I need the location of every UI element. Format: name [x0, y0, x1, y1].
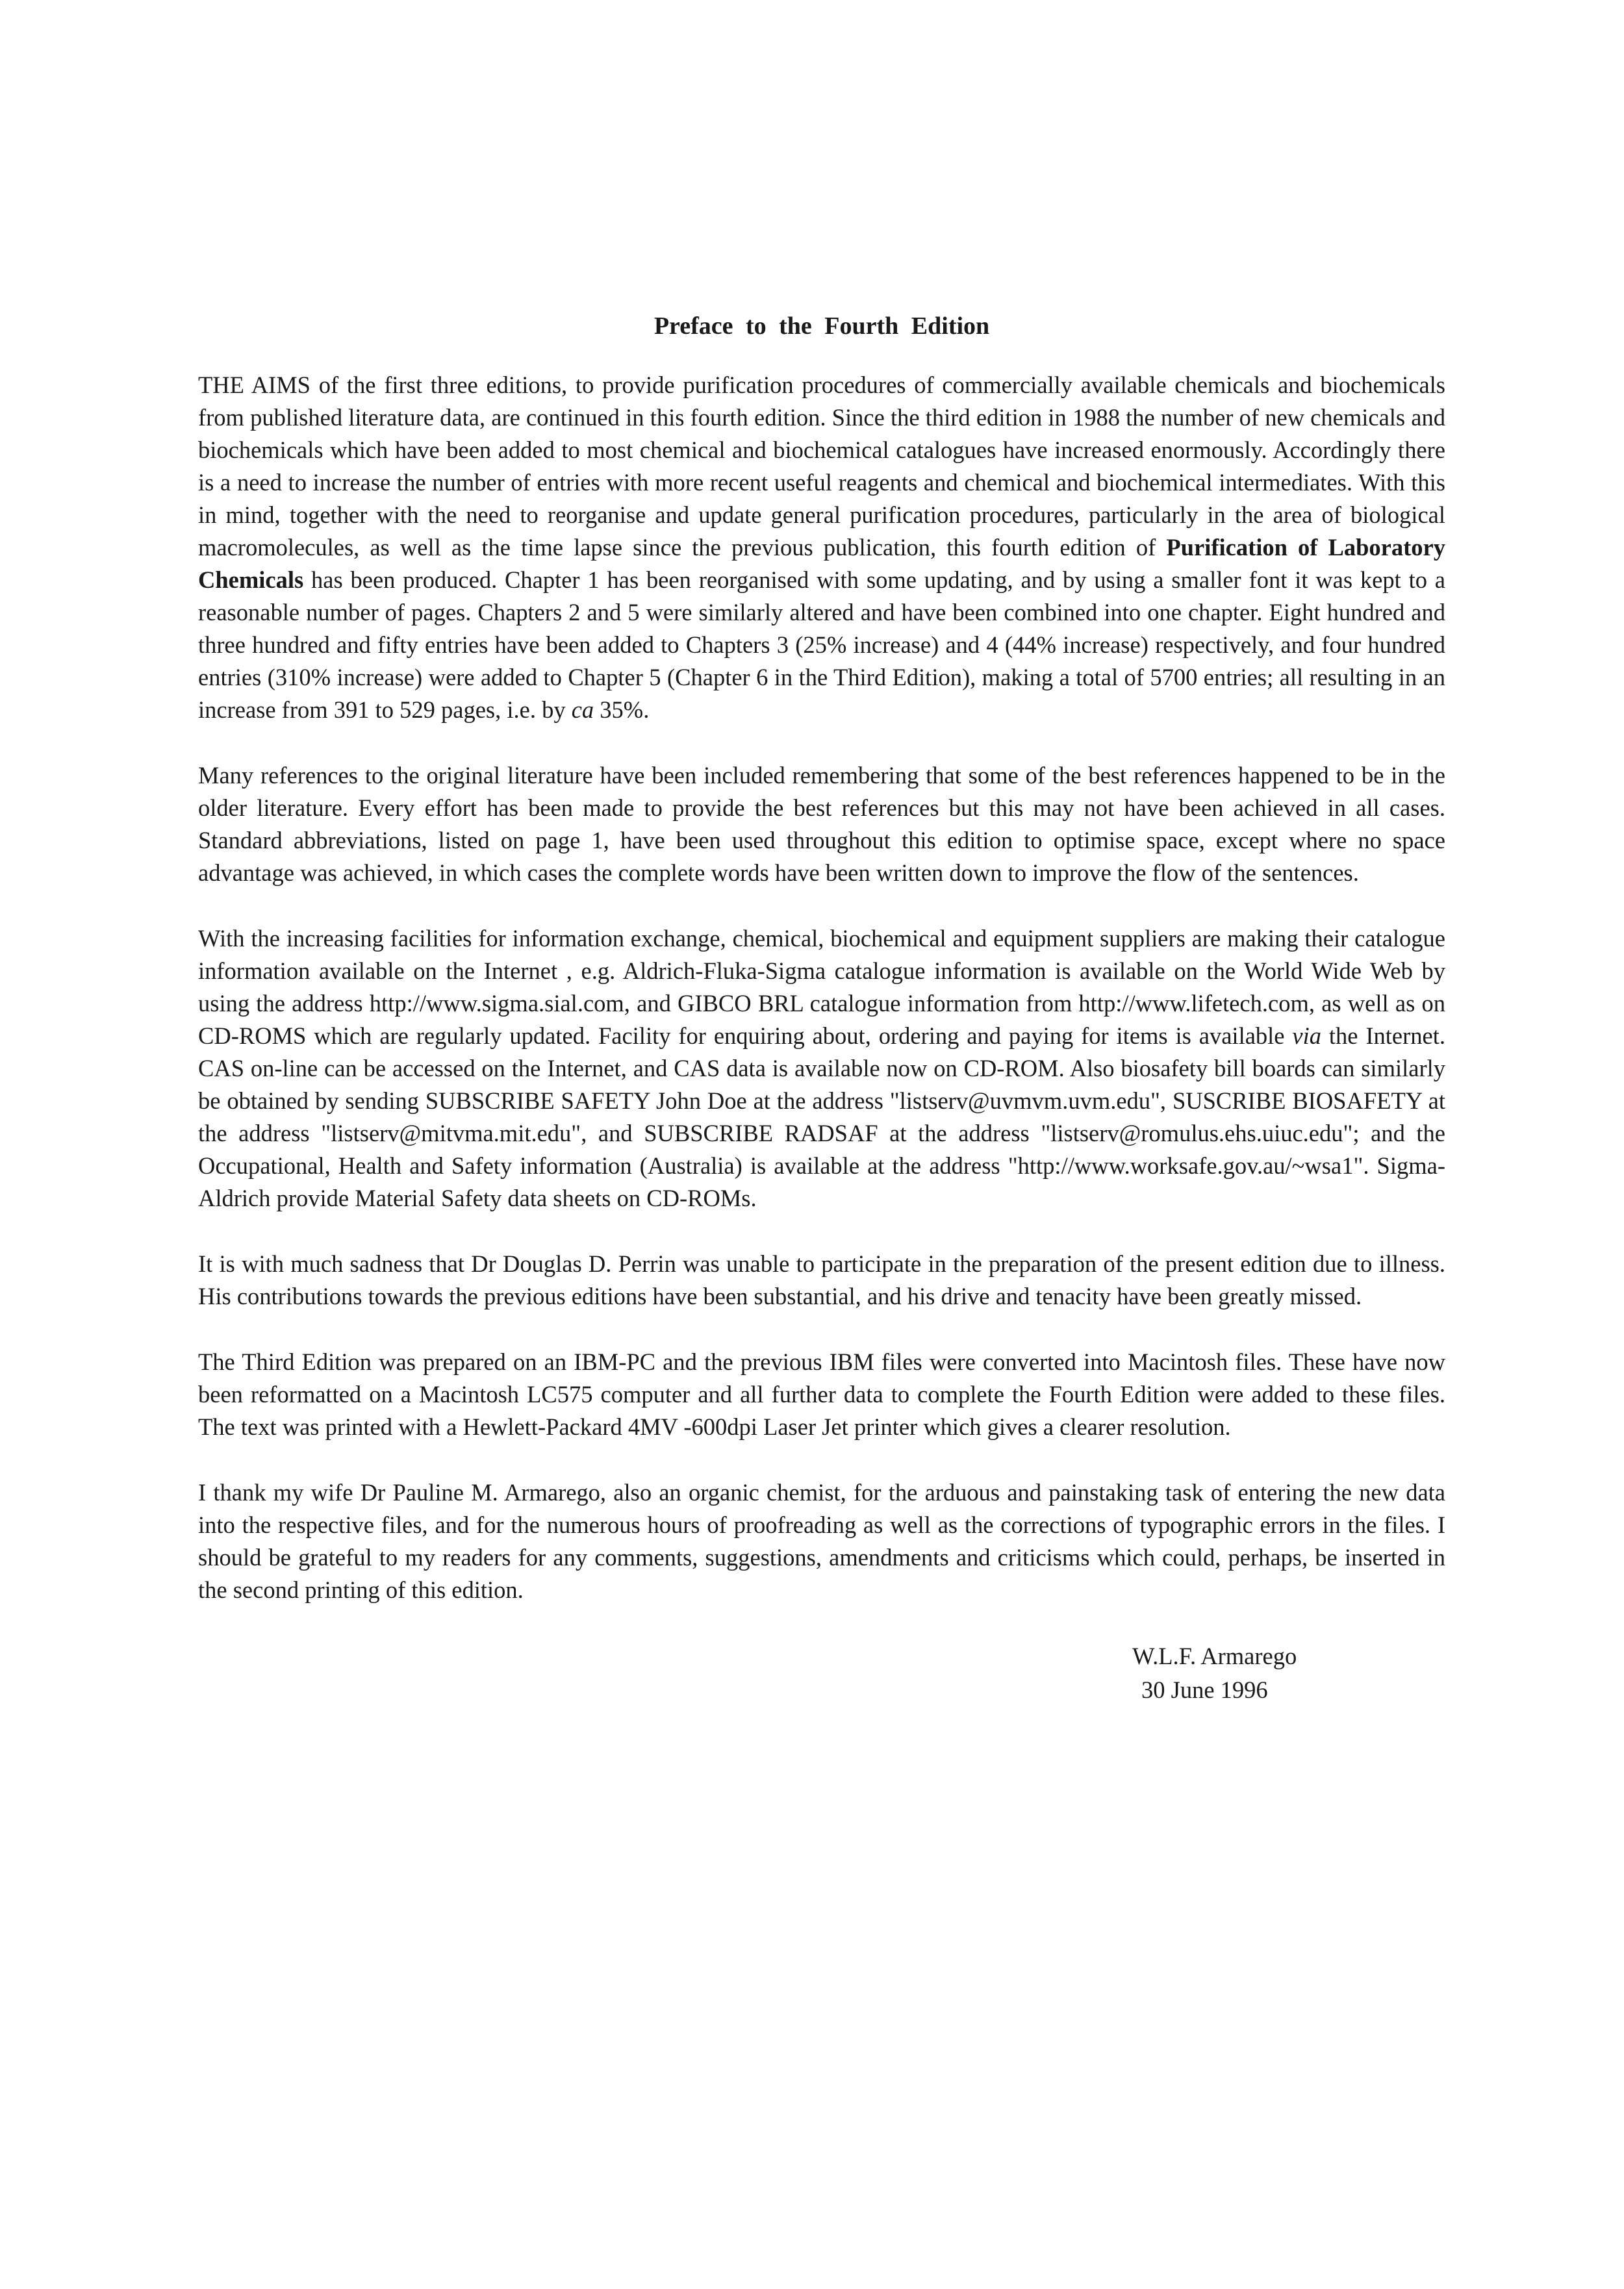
author-name: W.L.F. Armarego: [1132, 1642, 1297, 1669]
paragraph-internet: [198, 922, 1445, 1215]
book-title: Purification of Laboratory Chemicals: [198, 533, 1445, 593]
paragraph-aims-text-a: THE AIMS of the first three editions, to provide purification procedures of commercially available chemicals and biochemicals from published literature data, are continued in this fourth edition. Since the third edition in 1988 the number of new chemicals and biochemicals which have been added to most chemical and biochemical catalogues have increased enormously. Accordingly there is a need to increase the number of entries with more recent useful reagents and chemical and biochemical intermediates. With this in mind, together with the need to reorganise and update general purification procedures, particularly in the area of biological macromolecules, as well as the time lapse since the previous publication, this fourth edition of: [198, 371, 1445, 561]
page-title: Preface to the Fourth Edition: [653, 312, 990, 340]
signature-block: [1132, 1639, 1297, 1707]
paragraph-acknowledgement: I thank my wife Dr Pauline M. Armarego, also an organic chemist, for the arduous and painstaking task of entering the new data into the respective files, and for the numerous hours of proofreading as well as the corrections of typographic errors in the files. I should be grateful to my readers for any comments, suggestions, amendments and criticisms which could, perhaps, be inserted in the second printing of this edition.: [198, 1478, 1445, 1603]
paragraph-references: Many references to the original literature have been included remembering that some of the best references happened to be in the older literature. Every effort has been made to provide the best references but this may not have been achieved in all cases. Standard abbreviations, listed on page 1, have been used throughout this edition to optimise space, except where no space advantage was achieved, in which cases the complete words have been written down to improve the flow of the sentences.: [198, 761, 1445, 886]
via-word: via: [1292, 1022, 1321, 1049]
paragraph-preparation: The Third Edition was prepared on an IBM-PC and the previous IBM files were converted into Macintosh files. These have now been reformatted on a Macintosh LC575 computer and all further data to complete the Fourth Edition were added to these files. The text was printed with a Hewlett-Packard 4MV -600dpi Laser Jet printer which gives a clearer resolution.: [198, 1348, 1445, 1440]
paragraph-aims: [198, 369, 1445, 726]
paragraph-perrin: It is with much sadness that Dr Douglas D. Perrin was unable to participate in the preparation of the present edition due to illness. His contributions towards the previous editions have been substantial, and his drive and tenacity have been greatly missed.: [198, 1250, 1445, 1309]
paragraph-aims-text-b: has been produced. Chapter 1 has been reorganised with some updating, and by using a smaller font it was kept to a reasonable number of pages. Chapters 2 and 5 were similarly altered and have been combined into one chapter. Eight hundred and three hundred and fifty entries have been added to Chapters 3 (25% increase) and 4 (44% increase) respectively, and four hundred entries (310% increase) were added to Chapter 5 (Chapter 6 in the Third Edition), making a total of 5700 entries; all resulting in an increase from 391 to 529 pages, i.e. by: [198, 566, 1445, 723]
signature-date: 30 June 1996: [1141, 1676, 1268, 1703]
paragraph-internet-text-b: the Internet. CAS on-line can be accessed on the Internet, and CAS data is available now on CD-ROM. Also biosafety bill boards can similarly be obtained by sending SUBSCRIBE SAFETY John Doe at the address "listserv@uvmvm.uvm.edu", SUSCRIBE BIOSAFETY at the address "listserv@mitvma.mit.edu", and SUBSCRIBE RADSAF at the address "listserv@romulus.ehs.uiuc.edu"; and the Occupational, Health and Safety information (Australia) is available at the address "http://www.worksafe.gov.au/~wsa1". Sigma-Aldrich provide Material Safety data sheets on CD-ROMs.: [198, 1022, 1446, 1211]
circa-abbreviation: ca: [571, 696, 594, 723]
paragraph-aims-text-c: 35%.: [594, 696, 650, 723]
preface-page: [198, 312, 1446, 1703]
paragraph-internet-text-a: With the increasing facilities for information exchange, chemical, biochemical and equipment suppliers are making their catalogue information available on the Internet , e.g. Aldrich-Fluka-Sigma catalogue information is available on the World Wide Web by using the address http://www.sigma.sial.com, and GIBCO BRL catalogue information from http://www.lifetech.com, as well as on CD-ROMS which are regularly updated. Facility for enquiring about, ordering and paying for items is available: [198, 924, 1445, 1049]
